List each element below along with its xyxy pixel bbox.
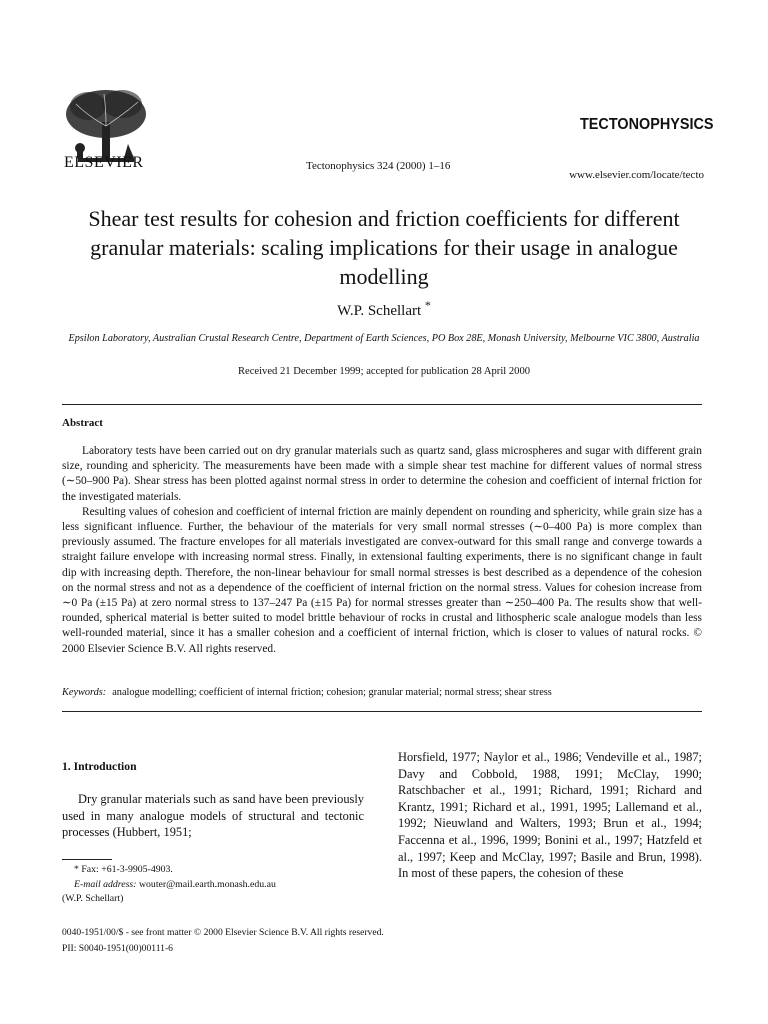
abstract-bottom-rule (62, 711, 702, 712)
intro-left-column (62, 791, 364, 841)
intro-right-column (398, 749, 702, 882)
abstract-body (62, 444, 702, 657)
affiliation: Epsilon Laboratory, Australian Crustal Research Centre, Department of Earth Sciences, PO Box 28E, Monash University, Melbourne VIC 3800, Australia (68, 333, 700, 344)
intro-paragraph-right: Horsfield, 1977; Naylor et al., 1986; Vendeville et al., 1987; Davy and Cobbold, 1988, 1991; McClay, 1990; Ratschbacher et al., 1991; Richard, 1991; Richard and Krantz, 1991; Richard et al., 1991, 1995; Lallemand et al., 1992; Nieuwland and Walters, 1993; Brun et al., 1994; Faccenna et al., 1996, 1999; Bonini et al., 1997; Hatzfeld et al., 1997; Keep and McClay, 1997; Basile and Brun, 1998). In most of these papers, the cohesion of these (398, 750, 702, 881)
copyright-block (62, 925, 384, 957)
footnote-rule (62, 859, 112, 860)
intro-paragraph-left: Dry granular materials such as sand have been previously used in many analogue models of structural and tectonic processes (Hubbert, 1951; (62, 792, 364, 840)
section-heading-introduction: 1. Introduction (62, 760, 137, 773)
journal-url[interactable]: www.elsevier.com/locate/tecto (569, 169, 704, 181)
author-line (60, 298, 708, 320)
keywords (62, 687, 702, 698)
footnote-fax: * Fax: +61-3-9905-4903. (74, 864, 173, 875)
publisher-name: ELSEVIER (64, 154, 144, 171)
received-dates: Received 21 December 1999; accepted for publication 28 April 2000 (237, 366, 531, 377)
footnote-name: (W.P. Schellart) (62, 893, 124, 904)
abstract-paragraph-1: Laboratory tests have been carried out on dry granular materials such as quartz sand, glass microspheres and sugar with different grain size, rounding and sphericity. The measurements have been made with a simple shear test machine for different values of normal stress (∼50–900 Pa). Shear stress has been plotted against normal stress in order to determine the cohesion and coefficient of internal friction for the investigated materials. (62, 445, 702, 503)
footnote-email[interactable]: wouter@mail.earth.monash.edu.au (138, 878, 276, 890)
keywords-list: analogue modelling; coefficient of internal friction; cohesion; granular material; normal stress; shear stress (112, 687, 552, 698)
copyright-line: 0040-1951/00/$ - see front matter © 2000 Elsevier Science B.V. All rights reserved. (62, 927, 384, 938)
journal-name: TECTONOPHYSICS (580, 116, 714, 133)
pii-line: PII: S0040-1951(00)00111-6 (62, 943, 173, 954)
footnote-email-line (62, 878, 364, 893)
abstract-top-rule (62, 404, 702, 405)
article-title: Shear test results for cohesion and friction coefficients for different granular materials: scaling implications for their usage in analogue modelling (88, 206, 680, 289)
author-footnote (62, 863, 364, 907)
journal-citation: Tectonophysics 324 (2000) 1–16 (306, 160, 451, 172)
author-name: W.P. Schellart (337, 303, 422, 319)
abstract-paragraph-2: Resulting values of cohesion and coefficient of internal friction are mainly dependent on rounding and sphericity, while grain size has a less significant influence. Further, the behaviour of the materials for very small normal stresses (∼0–400 Pa) is more complex than previously assumed. The fracture envelopes for all materials investigated are convex-outward for this small range and converge towards a straight failure envelope with increasing normal stress. Finally, in extensional faulting experiments, there is no significant change in fault dip with increasing depth. Therefore, the non-linear behaviour for small normal stresses is best described as a dependence of the cohesion on the normal stress and not as a dependence of the coefficient of internal friction on the normal stress. Values for cohesion increase from ∼0 Pa (±15 Pa) at zero normal stress to 137–247 Pa (±15 Pa) for normal stresses greater than ∼250–400 Pa. The results show that well-rounded, spherical material is better suited to model brittle behaviour of rocks in crustal and lithospheric scale analogue models than less well-rounded material, since it has a smaller cohesion and a coefficient of internal friction, which is closer to values of natural rocks. © 2000 Elsevier Science B.V. All rights reserved. (62, 505, 702, 655)
abstract-heading: Abstract (62, 417, 103, 429)
author-footnote-mark[interactable]: * (424, 298, 431, 312)
keywords-label: Keywords: (62, 687, 107, 698)
footnote-email-label: E-mail address: (74, 878, 137, 890)
